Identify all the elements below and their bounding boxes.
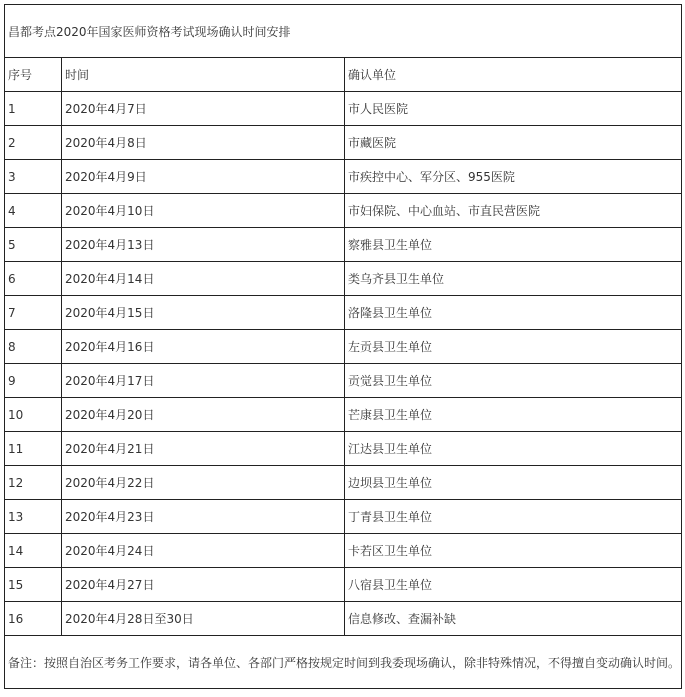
cell-date: 2020年4月28日至30日 [62, 602, 345, 636]
cell-date: 2020年4月22日 [62, 466, 345, 500]
table-row [5, 466, 682, 500]
cell-no: 8 [5, 330, 62, 364]
table-title: 昌都考点2020年国家医师资格考试现场确认时间安排 [5, 5, 682, 58]
cell-no: 4 [5, 194, 62, 228]
table-row [5, 194, 682, 228]
table-row [5, 398, 682, 432]
cell-no: 6 [5, 262, 62, 296]
table-row [5, 330, 682, 364]
table-row [5, 534, 682, 568]
table-row [5, 92, 682, 126]
table-header-row [5, 58, 682, 92]
cell-date: 2020年4月7日 [62, 92, 345, 126]
cell-unit: 市妇保院、中心血站、市直民营医院 [345, 194, 682, 228]
cell-date: 2020年4月15日 [62, 296, 345, 330]
cell-no: 11 [5, 432, 62, 466]
cell-unit: 洛隆县卫生单位 [345, 296, 682, 330]
cell-unit: 八宿县卫生单位 [345, 568, 682, 602]
cell-unit: 贡觉县卫生单位 [345, 364, 682, 398]
cell-date: 2020年4月21日 [62, 432, 345, 466]
table-row [5, 296, 682, 330]
cell-no: 14 [5, 534, 62, 568]
cell-unit: 江达县卫生单位 [345, 432, 682, 466]
cell-no: 2 [5, 126, 62, 160]
cell-no: 16 [5, 602, 62, 636]
cell-date: 2020年4月23日 [62, 500, 345, 534]
cell-unit: 类乌齐县卫生单位 [345, 262, 682, 296]
cell-unit: 边坝县卫生单位 [345, 466, 682, 500]
cell-no: 10 [5, 398, 62, 432]
cell-no: 9 [5, 364, 62, 398]
table-row [5, 228, 682, 262]
schedule-table [4, 4, 682, 689]
table-row [5, 364, 682, 398]
cell-no: 12 [5, 466, 62, 500]
column-header-date: 时间 [62, 58, 345, 92]
cell-date: 2020年4月17日 [62, 364, 345, 398]
table-row [5, 126, 682, 160]
cell-no: 3 [5, 160, 62, 194]
cell-unit: 左贡县卫生单位 [345, 330, 682, 364]
cell-no: 13 [5, 500, 62, 534]
table-row [5, 262, 682, 296]
column-header-unit: 确认单位 [345, 58, 682, 92]
cell-unit: 市人民医院 [345, 92, 682, 126]
cell-no: 15 [5, 568, 62, 602]
table-note: 备注：按照自治区考务工作要求，请各单位、各部门严格按规定时间到我委现场确认，除非特殊情况，不得擅自变动确认时间。 [5, 636, 682, 689]
cell-date: 2020年4月13日 [62, 228, 345, 262]
cell-date: 2020年4月9日 [62, 160, 345, 194]
cell-unit: 察雅县卫生单位 [345, 228, 682, 262]
table-row [5, 602, 682, 636]
cell-date: 2020年4月14日 [62, 262, 345, 296]
column-header-no: 序号 [5, 58, 62, 92]
cell-unit: 芒康县卫生单位 [345, 398, 682, 432]
cell-no: 5 [5, 228, 62, 262]
table-row [5, 160, 682, 194]
cell-unit: 丁青县卫生单位 [345, 500, 682, 534]
cell-date: 2020年4月27日 [62, 568, 345, 602]
cell-unit: 信息修改、查漏补缺 [345, 602, 682, 636]
cell-unit: 市藏医院 [345, 126, 682, 160]
cell-date: 2020年4月16日 [62, 330, 345, 364]
table-row [5, 432, 682, 466]
cell-unit: 卡若区卫生单位 [345, 534, 682, 568]
table-row [5, 500, 682, 534]
cell-no: 1 [5, 92, 62, 126]
cell-date: 2020年4月8日 [62, 126, 345, 160]
table-row [5, 568, 682, 602]
cell-no: 7 [5, 296, 62, 330]
cell-unit: 市疾控中心、军分区、955医院 [345, 160, 682, 194]
cell-date: 2020年4月10日 [62, 194, 345, 228]
cell-date: 2020年4月24日 [62, 534, 345, 568]
cell-date: 2020年4月20日 [62, 398, 345, 432]
